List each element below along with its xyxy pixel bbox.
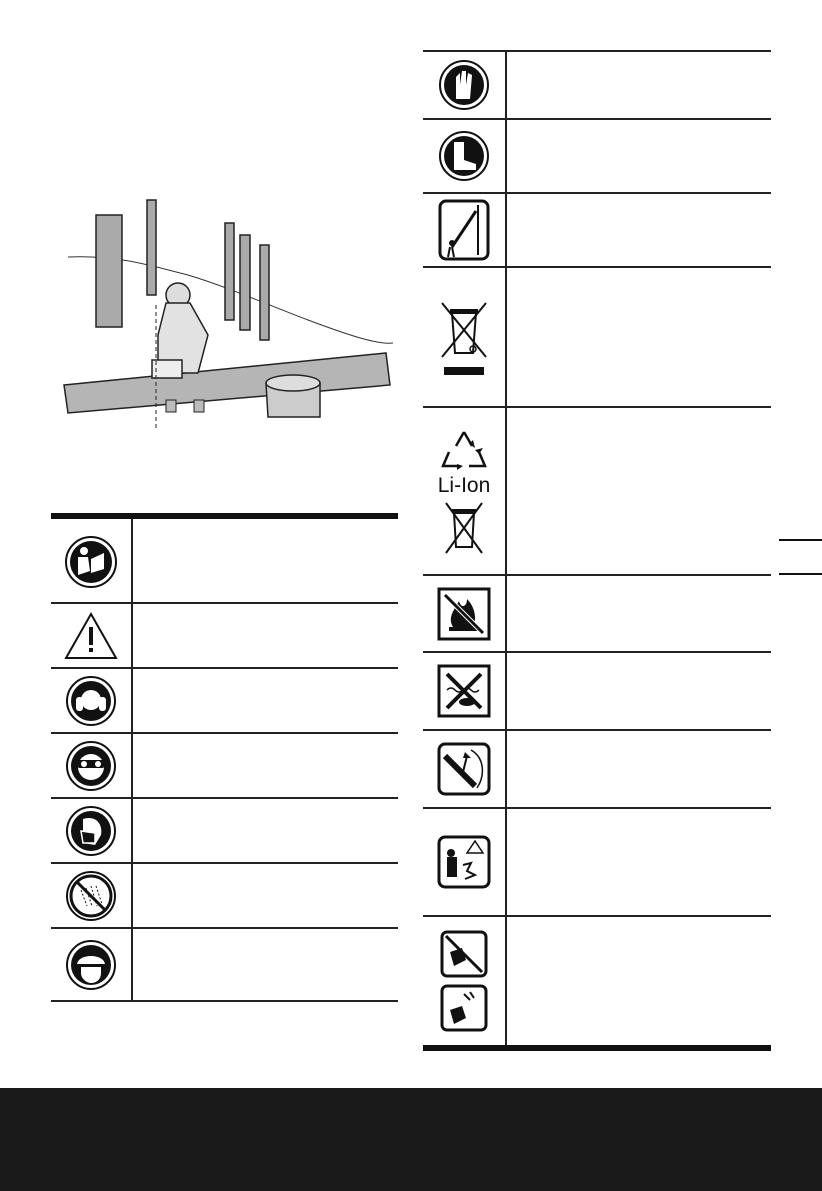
symbol-row bbox=[51, 513, 398, 604]
weee-bin-icon bbox=[444, 499, 484, 555]
recycle-li-ion-icon bbox=[423, 408, 507, 574]
symbol-row bbox=[423, 574, 771, 651]
symbol-row bbox=[423, 729, 771, 807]
no-fire-icon bbox=[437, 587, 491, 641]
symbol-row bbox=[423, 118, 771, 192]
symbol-row bbox=[51, 797, 398, 862]
section-tab-line bbox=[779, 573, 822, 575]
dust-mask-icon bbox=[65, 805, 117, 857]
symbol-row bbox=[51, 927, 398, 1002]
hand-chain-icon bbox=[440, 984, 488, 1032]
safety-boots-icon bbox=[438, 130, 490, 182]
footer-band bbox=[0, 1088, 822, 1191]
left-symbol-table bbox=[51, 513, 398, 1000]
symbol-row bbox=[51, 732, 398, 797]
section-tab-line bbox=[779, 539, 822, 541]
falling-debris-warning-icon bbox=[437, 835, 491, 889]
symbol-row bbox=[423, 915, 771, 1045]
gloves-icon bbox=[438, 59, 490, 111]
read-manual-icon bbox=[64, 535, 118, 589]
symbol-row bbox=[423, 266, 771, 406]
chainsaw-operator-felling-illustration bbox=[58, 195, 398, 435]
no-hand-contact-icon bbox=[440, 930, 488, 978]
symbol-row bbox=[423, 807, 771, 915]
li-ion-label: Li-Ion bbox=[437, 473, 491, 497]
kickback-icon bbox=[437, 742, 491, 796]
symbol-row bbox=[423, 406, 771, 574]
symbol-row bbox=[51, 862, 398, 927]
power-line-distance-icon bbox=[438, 199, 490, 261]
warning-triangle-icon bbox=[63, 611, 119, 661]
symbol-row bbox=[51, 667, 398, 732]
symbol-row bbox=[423, 651, 771, 729]
right-symbol-table bbox=[423, 50, 771, 1052]
hand-chain-contact-icon bbox=[423, 917, 507, 1045]
ear-protection-icon bbox=[65, 675, 117, 727]
weee-bin-icon bbox=[438, 295, 490, 379]
symbol-row bbox=[423, 192, 771, 266]
table-bottom-rule bbox=[423, 1045, 771, 1051]
symbol-row bbox=[423, 50, 771, 118]
recycle-arrows-icon bbox=[439, 428, 489, 472]
eye-protection-icon bbox=[65, 740, 117, 792]
no-rain-icon bbox=[65, 870, 117, 922]
head-protection-icon bbox=[65, 939, 117, 991]
symbol-row bbox=[51, 602, 398, 667]
no-water-disposal-icon bbox=[437, 664, 491, 718]
